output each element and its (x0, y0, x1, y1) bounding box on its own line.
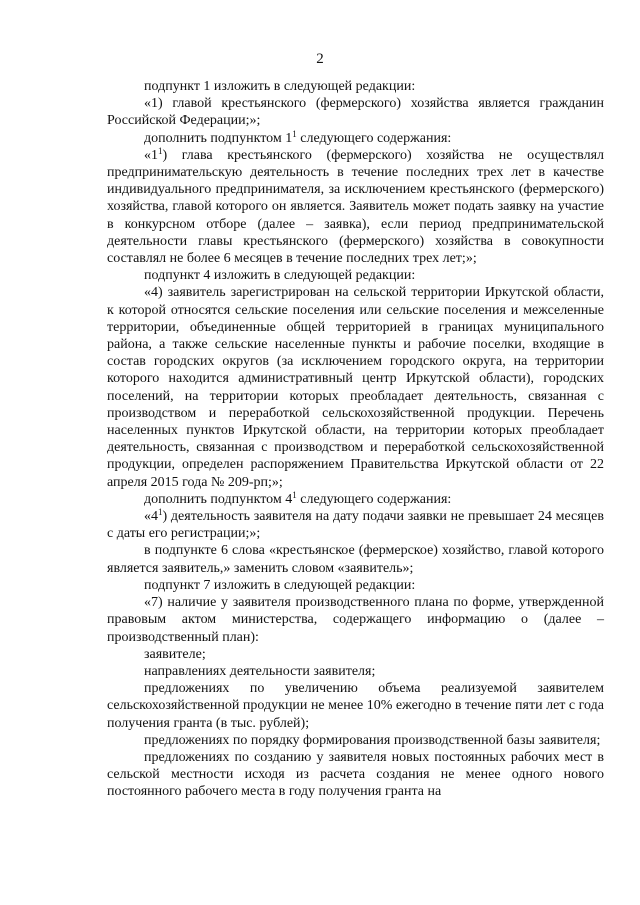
paragraph-text-after: следующего содержания: (296, 491, 452, 507)
paragraph-text-before: дополнить подпунктом 4 (144, 491, 293, 507)
paragraph-subitem-7-heading: подпункт 7 изложить в следующей редакции: (144, 577, 416, 593)
list-item-production-base: предложениях по порядку формирования производственной базы заявителя; (144, 732, 601, 748)
paragraph-subitem-7-text: «7) наличие у заявителя производственного плана по форме, утвержденной правовым актом министерства, содержащего информацию о (далее – производственный план): (107, 595, 604, 645)
superscript: 1 (158, 145, 163, 156)
superscript: 1 (158, 507, 163, 518)
paragraph-subitem-1-1-text (107, 147, 604, 267)
paragraph-subitem-1-heading: подпункт 1 изложить в следующей редакции: (144, 79, 416, 94)
paragraph-subitem-1-1-heading (107, 130, 604, 147)
paragraph-text-before: «4 (144, 509, 158, 525)
page-number: 2 (316, 51, 324, 67)
superscript: 1 (292, 128, 297, 139)
paragraph-subitem-6-amendment: в подпункте 6 слова «крестьянское (фермерское) хозяйство, главой которого является заявитель,» заменить словом «заявитель»; (107, 543, 604, 576)
list-item-activity-directions: направлениях деятельности заявителя; (144, 663, 376, 679)
paragraph-subitem-4-1-heading (107, 491, 604, 508)
paragraph-text-after: ) деятельность заявителя на дату подачи заявки не превышает 24 месяцев с даты его регистрации;»; (107, 509, 604, 542)
list-item-applicant: заявителе; (144, 646, 206, 662)
paragraph-subitem-4-heading: подпункт 4 изложить в следующей редакции: (144, 268, 416, 284)
paragraph-subitem-4-1-text (107, 508, 604, 542)
paragraph-text-before: дополнить подпунктом 1 (144, 130, 293, 146)
paragraph-text-after: ) глава крестьянского (фермерского) хозяйства не осуществлял предпринимательскую деятельность в течение последних трех лет в качестве индивидуального предпринимателя, за исключением крестьянского (фермерского) хозяйства, главой которого он является. Заявитель может подать заявку на участие в конкурсном отборе (далее – заявка), если период предпринимательской деятельности главы крестьянского (фермерского) хозяйства в совокупности составлял не более 6 месяцев в течение последних трех лет;»; (107, 147, 604, 267)
list-item-sales-increase: предложениях по увеличению объема реализуемой заявителем сельскохозяйственной продукции не менее 10% ежегодно в течение пяти лет с года получения гранта (в тыс. рублей); (107, 681, 604, 731)
paragraph-text-before: «1 (144, 147, 158, 163)
superscript: 1 (292, 489, 297, 500)
paragraph-subitem-4-text: «4) заявитель зарегистрирован на сельской территории Иркутской области, к которой относятся сельские поселения или сельские поселения и межселенные территории, объединенные общей территорией в границах муниципального района, а также сельские населенные пункты и рабочие поселки, входящие в состав городских округов (за исключением городского округа, на территории которого находится административный центр Иркутской области), городских поселений, на территории которых преобладает деятельность, связанная с производством и переработкой сельскохозяйственной продукции. Перечень населенных пунктов Иркутской области, на территории которых преобладает деятельность, связанная с производством и переработкой сельскохозяйственной продукции, определен распоряжением Правительства Иркутской области от 22 апреля 2015 года № 209-рп;»; (107, 285, 604, 490)
paragraph-text-after: следующего содержания: (296, 130, 452, 146)
document-body (107, 78, 604, 801)
list-item-new-jobs: предложениях по созданию у заявителя новых постоянных рабочих мест в сельской местности исходя из расчета создания не менее одного нового постоянного рабочего места в году получения гранта на (107, 749, 604, 800)
paragraph-subitem-1-text: «1) главой крестьянского (фермерского) хозяйства является гражданин Российской Федерации;»; (107, 96, 604, 129)
